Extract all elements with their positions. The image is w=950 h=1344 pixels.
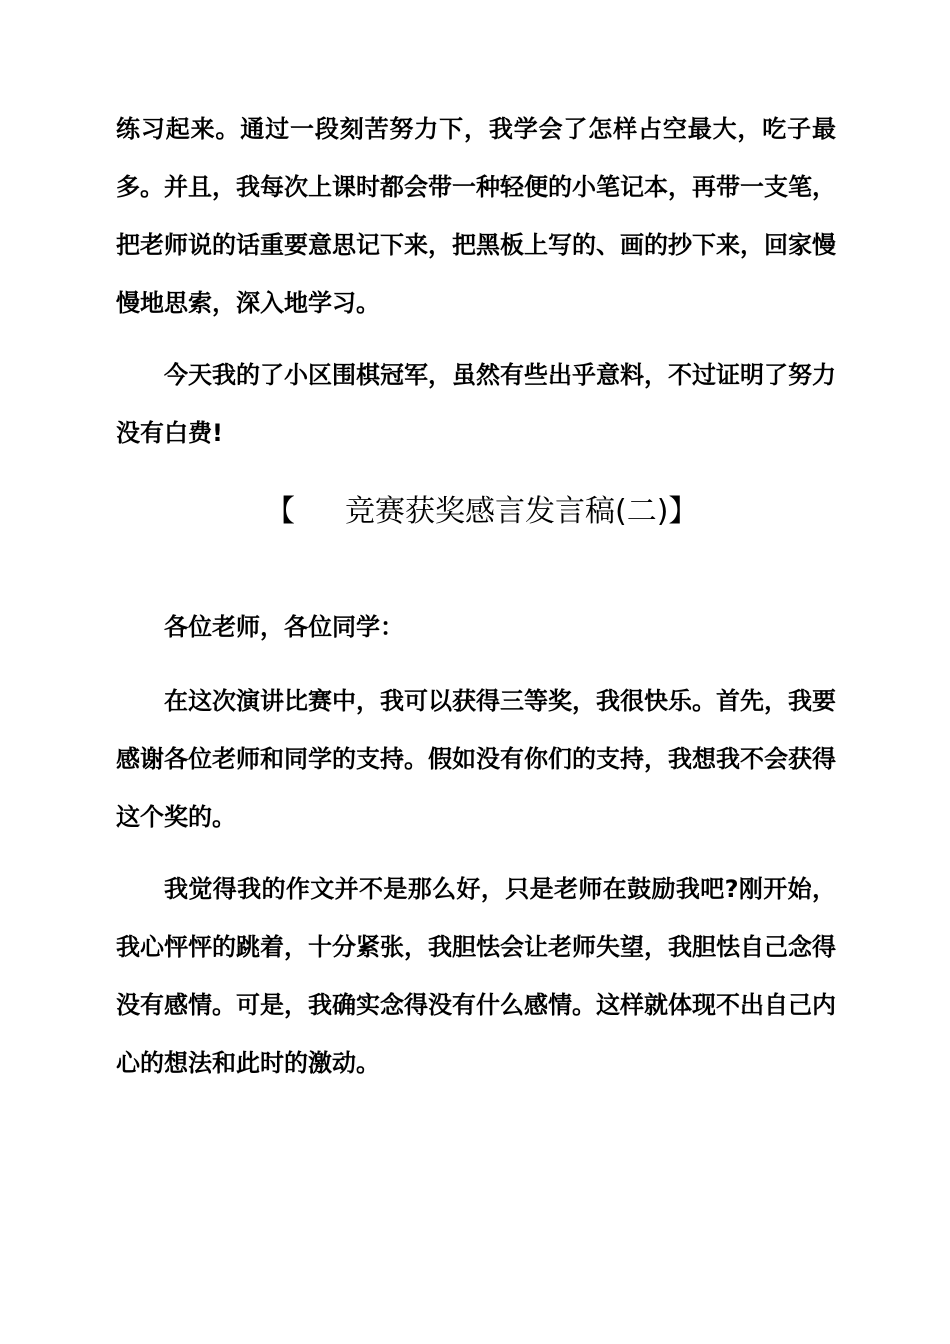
paragraph-greeting: 各位老师，各位同学： xyxy=(164,613,404,641)
paragraph-award-thanks: 在这次演讲比赛中，我可以获得三等奖，我很快乐。首先，我要感谢各位老师和同学的支持。假如没有你们的支持，我想我不会获得这个奖的。 xyxy=(116,687,836,831)
paragraph-go-champion: 今天我的了小区围棋冠军，虽然有些出乎意料，不过证明了努力没有白费! xyxy=(116,361,836,447)
heading-open-bracket: 【 xyxy=(265,494,295,529)
paragraph-go-practice: 练习起来。通过一段刻苦努力下，我学会了怎样占空最大，吃子最多。并且，我每次上课时都会带一种轻便的小笔记本，再带一支笔，把老师说的话重要意思记下来，把黑板上写的、画的抄下来，回家慢慢地思索，深入地学习。 xyxy=(116,115,836,317)
heading-title: 竞赛获奖感言发言稿(二)】 xyxy=(345,494,699,529)
paragraph-speech-feelings: 我觉得我的作文并不是那么好，只是老师在鼓励我吧?刚开始，我心怦怦的跳着，十分紧张，我胆怯会让老师失望，我胆怯自己念得没有感情。可是，我确实念得没有什么感情。这样就体现不出自己内心的想法和此时的激动。 xyxy=(116,875,836,1077)
section-heading xyxy=(265,482,715,542)
